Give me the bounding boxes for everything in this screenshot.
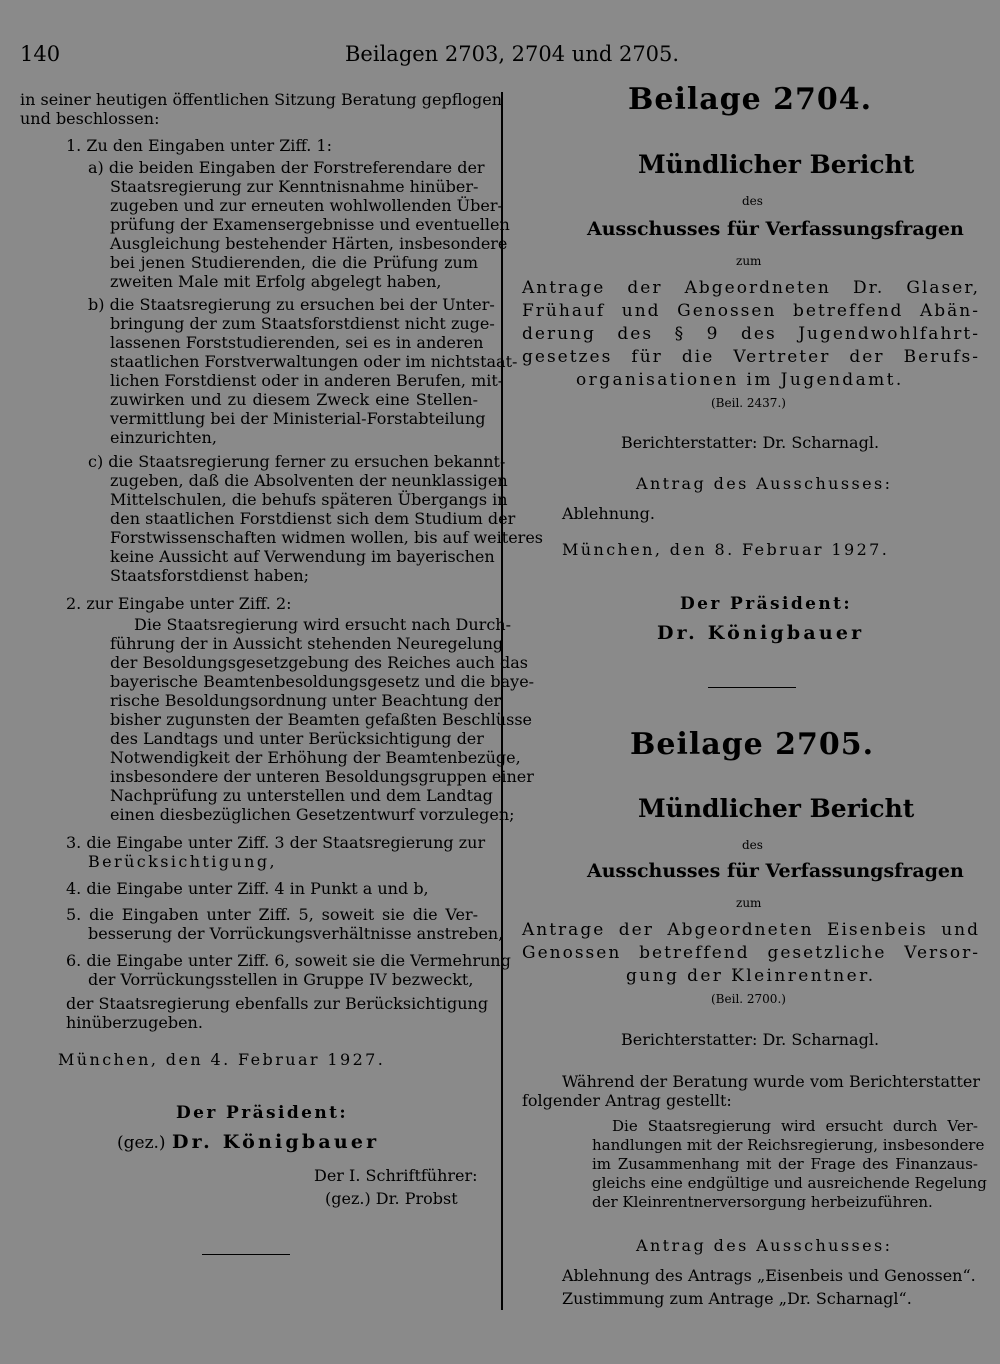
motion-line: Antrage der Abgeordneten Eisenbeis und: [522, 920, 980, 940]
secretary-name: (gez.) Dr. Probst: [325, 1189, 458, 1208]
president-name: Dr. Königbauer: [172, 1131, 380, 1153]
running-title: Beilagen 2703, 2704 und 2705.: [345, 42, 680, 66]
motion-line: organisationen im Jugendamt.: [576, 370, 904, 390]
committee-motion: Antrag des Ausschusses:: [636, 1236, 893, 1255]
zum-label: zum: [736, 254, 762, 268]
list-line: bayerische Beamtenbesoldungsgesetz und die baye-: [110, 672, 535, 691]
report-subtitle: Mündlicher Bericht: [638, 150, 915, 179]
list-line: lichen Forstdienst oder in anderen Berufen, mit-: [110, 371, 504, 390]
motion-line: derung des § 9 des Jugendwohlfahrt-: [522, 324, 980, 344]
committee-motion: Antrag des Ausschusses:: [636, 474, 893, 493]
list-line: 4. die Eingabe unter Ziff. 4 in Punkt a und b,: [66, 879, 429, 898]
list-line: insbesondere der unteren Besoldungsgruppen einer: [110, 767, 534, 786]
end-rule: [202, 1254, 290, 1255]
list-line: c) die Staatsregierung ferner zu ersuchen bekannt-: [88, 452, 506, 471]
zum-label: zum: [736, 896, 762, 910]
list-line: Forstwissenschaften widmen wollen, bis auf weiteres: [110, 528, 543, 547]
list-line: des Landtags und unter Berücksichtigung der: [110, 729, 484, 748]
list-line: der Vorrückungsstellen in Gruppe IV bezweckt,: [88, 970, 474, 989]
motion-line: gesetzes für die Vertreter der Berufs-: [522, 347, 980, 367]
date-line: München, den 8. Februar 1927.: [562, 540, 890, 559]
list-line: einzurichten,: [110, 428, 217, 447]
reporter-line: Berichterstatter: Dr. Scharnagl.: [621, 1030, 880, 1049]
list-line: Staatsregierung zur Kenntnisnahme hinüber-: [110, 177, 479, 196]
list-line: b) die Staatsregierung zu ersuchen bei der Unter-: [88, 295, 495, 314]
page-number: 140: [20, 42, 61, 66]
appendix-title: Beilage 2705.: [630, 727, 875, 762]
list-line: den staatlichen Forstdienst sich dem Studium der: [110, 509, 516, 528]
list-line: 3. die Eingabe unter Ziff. 3 der Staatsregierung zur: [66, 833, 486, 852]
president-name: Dr. Königbauer: [657, 622, 865, 644]
decision-line: Ablehnung des Antrags „Eisenbeis und Genossen“.: [562, 1266, 976, 1285]
list-line: Berücksichtigung,: [88, 852, 277, 871]
motion-line: Antrage der Abgeordneten Dr. Glaser,: [522, 278, 980, 298]
president-prefix: (gez.): [117, 1133, 166, 1153]
secretary-title: Der I. Schriftführer:: [314, 1166, 478, 1185]
motion-line: Frühauf und Genossen betreffend Abän-: [522, 301, 980, 321]
motion-line: Genossen betreffend gesetzliche Versor-: [522, 943, 980, 963]
list-line: a) die beiden Eingaben der Forstreferendare der: [88, 158, 485, 177]
quote-line: handlungen mit der Reichsregierung, insbesondere: [592, 1136, 985, 1154]
decision-line: Zustimmung zum Antrage „Dr. Scharnagl“.: [562, 1289, 912, 1308]
list-line: bisher zugunsten der Beamten gefaßten Beschlüsse: [110, 710, 532, 729]
des-label: des: [742, 838, 763, 852]
list-line: Staatsforstdienst haben;: [110, 566, 310, 585]
list-line: prüfung der Examensergebnisse und eventuellen: [110, 215, 510, 234]
list-line: besserung der Vorrückungsverhältnisse anstreben,: [88, 924, 504, 943]
quote-line: gleichs eine endgültige und ausreichende Regelung: [592, 1174, 987, 1192]
motion-line: gung der Kleinrentner.: [626, 966, 876, 986]
committee-name: Ausschusses für Verfassungsfragen: [587, 218, 964, 240]
reporter-line: Berichterstatter: Dr. Scharnagl.: [621, 433, 880, 452]
list-line: bei jenen Studierenden, die die Prüfung zum: [110, 253, 478, 272]
intro-line: in seiner heutigen öffentlichen Sitzung Beratung gepflogen: [20, 90, 503, 109]
list-line: Die Staatsregierung wird ersucht nach Durch-: [134, 615, 511, 634]
list-line: rische Besoldungsordnung unter Beachtung der: [110, 691, 502, 710]
quote-line: der Kleinrentnerversorgung herbeizuführen.: [592, 1193, 933, 1211]
report-subtitle: Mündlicher Bericht: [638, 794, 915, 823]
column-divider: [501, 92, 503, 1310]
item-heading: 1. Zu den Eingaben unter Ziff. 1:: [66, 136, 332, 155]
decision: Ablehnung.: [562, 504, 655, 523]
list-line: vermittlung bei der Ministerial-Forstabteilung: [110, 409, 486, 428]
des-label: des: [742, 194, 763, 208]
intro-line: und beschlossen:: [20, 109, 160, 128]
list-line: führung der in Aussicht stehenden Neuregelung: [110, 634, 504, 653]
list-line: zugeben und zur erneuten wohlwollenden Über-: [110, 196, 503, 215]
closing-line: hinüberzugeben.: [66, 1013, 203, 1032]
list-line: 5. die Eingaben unter Ziff. 5, soweit sie die Ver-: [66, 905, 478, 924]
list-line: Ausgleichung bestehender Härten, insbesondere: [110, 234, 508, 253]
closing-line: der Staatsregierung ebenfalls zur Berücksichtigung: [66, 994, 489, 1013]
list-line: der Besoldungsgesetzgebung des Reiches auch das: [110, 653, 528, 672]
list-line: zugeben, daß die Absolventen der neunklassigen: [110, 471, 508, 490]
list-line: Notwendigkeit der Erhöhung der Beamtenbezüge,: [110, 748, 521, 767]
item-heading: 2. zur Eingabe unter Ziff. 2:: [66, 594, 292, 613]
intro-line: Während der Beratung wurde vom Berichterstatter: [562, 1072, 980, 1091]
list-line: zweiten Male mit Erfolg abgelegt haben,: [110, 272, 442, 291]
president-title: Der Präsident:: [680, 594, 853, 614]
list-line: Mittelschulen, die behufs späteren Übergangs in: [110, 490, 508, 509]
appendix-title: Beilage 2704.: [628, 82, 873, 117]
appendix-ref: (Beil. 2437.): [711, 396, 786, 410]
list-line: einen diesbezüglichen Gesetzentwurf vorzulegen;: [110, 805, 515, 824]
quote-line: Die Staatsregierung wird ersucht durch Ver-: [612, 1117, 978, 1135]
quote-line: im Zusammenhang mit der Frage des Finanzaus-: [592, 1155, 978, 1173]
list-line: Nachprüfung zu unterstellen und dem Landtag: [110, 786, 493, 805]
appendix-ref: (Beil. 2700.): [711, 992, 786, 1006]
list-line: lassenen Forststudierenden, sei es in anderen: [110, 333, 484, 352]
president-title: Der Präsident:: [176, 1103, 349, 1123]
intro-line: folgender Antrag gestellt:: [522, 1091, 732, 1110]
committee-name: Ausschusses für Verfassungsfragen: [587, 860, 964, 882]
list-line: zuwirken und zu diesem Zweck eine Stellen-: [110, 390, 478, 409]
date-line: München, den 4. Februar 1927.: [58, 1050, 386, 1069]
list-line: bringung der zum Staatsforstdienst nicht zuge-: [110, 314, 495, 333]
section-rule: [708, 687, 796, 688]
list-line: staatlichen Forstverwaltungen oder im nichtstaat-: [110, 352, 518, 371]
list-line: 6. die Eingabe unter Ziff. 6, soweit sie die Vermehrung: [66, 951, 511, 970]
list-line: keine Aussicht auf Verwendung im bayerischen: [110, 547, 495, 566]
